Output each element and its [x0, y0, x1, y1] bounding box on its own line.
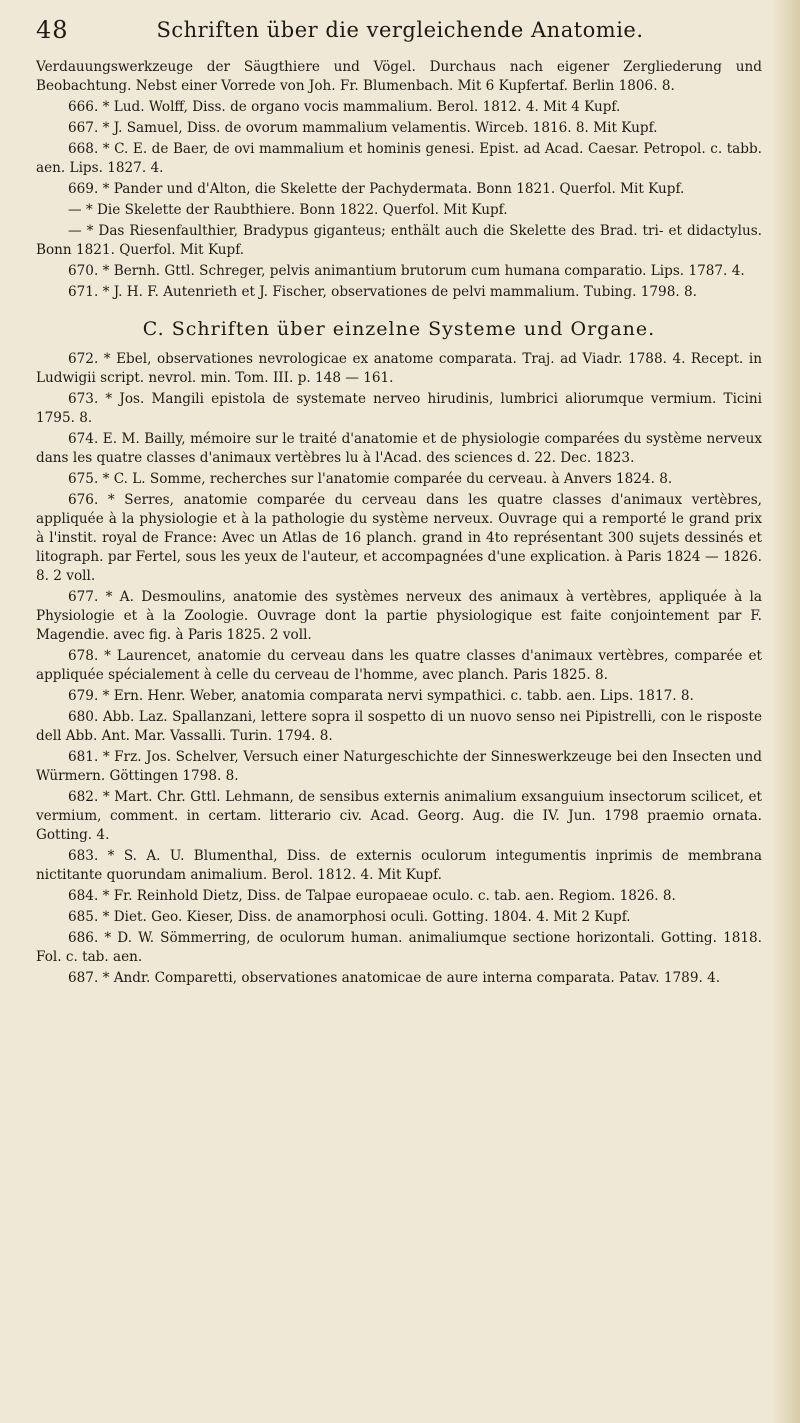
entry-676: 676. * Serres, anatomie comparée du cerveau dans les quatre classes d'animaux vertèbres, appliquée à la physiologie et à la pathologie du système nerveux. Ouvrage qui a remporté le grand prix à l'instit. royal de France: Avec un Atlas de 16 planch. grand in 4to représentant 300 sujets dessinés et litograph. par Fertel, sous les yeux de l'auteur, et accompagnées d'une explication. à Paris 1824 — 1826. 8. 2 voll.	[36, 492, 762, 584]
entry-675: 675. * C. L. Somme, recherches sur l'anatomie comparée du cerveau. à Anvers 1824. 8.	[68, 471, 673, 487]
entry-685: 685. * Diet. Geo. Kieser, Diss. de anamorphosi oculi. Gotting. 1804. 4. Mit 2 Kupf.	[68, 909, 631, 925]
entry-680: 680. Abb. Laz. Spallanzani, lettere sopra il sospetto di un nuovo senso nei Pipistrelli, con le risposte dell Abb. Ant. Mar. Vassalli. Turin. 1794. 8.	[36, 709, 762, 744]
entry-673: 673. * Jos. Mangili epistola de systemate nerveo hirudinis, lumbrici aliorumque vermium. Ticini 1795. 8.	[36, 391, 762, 426]
entry-687: 687. * Andr. Comparetti, observationes anatomicae de aure interna comparata. Patav. 1789. 4.	[68, 970, 721, 986]
page-edge-shadow	[770, 0, 800, 1423]
entry-672: 672. * Ebel, observationes nevrologicae ex anatome comparata. Traj. ad Viadr. 1788. 4. Recept. in Ludwigii script. nevrol. min. Tom. III. p. 148 — 161.	[36, 351, 762, 386]
entry-667: 667. * J. Samuel, Diss. de ovorum mammalium velamentis. Wirceb. 1816. 8. Mit Kupf.	[68, 120, 658, 136]
entry-677: 677. * A. Desmoulins, anatomie des systèmes nerveux des animaux à vertèbres, appliquée à la Physiologie et à la Zoologie. Ouvrage dont la partie physiologique est faite conjointement par F. Magendie. avec fig. à Paris 1825. 2 voll.	[36, 589, 762, 643]
entry-669: 669. * Pander und d'Alton, die Skelette der Pachydermata. Bonn 1821. Querfol. Mit Kupf.	[68, 181, 685, 197]
page-header	[36, 12, 764, 52]
entry-669-b: — * Die Skelette der Raubthiere. Bonn 1822. Querfol. Mit Kupf.	[68, 202, 508, 218]
entry-684: 684. * Fr. Reinhold Dietz, Diss. de Talpae europaeae oculo. c. tab. aen. Regiom. 1826. 8.	[68, 888, 676, 904]
page-text	[36, 58, 762, 988]
entry-682: 682. * Mart. Chr. Gttl. Lehmann, de sensibus externis animalium exsanguium insectorum scilicet, et vermium, comment. in certam. litterario civ. Acad. Georg. Aug. die IV. Jun. 1798 praemio ornata. Gotting. 4.	[36, 789, 762, 843]
entry-670: 670. * Bernh. Gttl. Schreger, pelvis animantium brutorum cum humana comparatio. Lips. 1787. 4.	[68, 263, 745, 279]
section-heading: C. Schriften über einzelne Systeme und Organe.	[142, 318, 656, 340]
page-number: 48	[36, 16, 69, 44]
entry-678: 678. * Laurencet, anatomie du cerveau dans les quatre classes d'animaux vertèbres, comparée et appliquée spécialement à celle du cerveau de l'homme, avec planch. Paris 1825. 8.	[36, 648, 762, 683]
entry-continued: Verdauungswerkzeuge der Säugthiere und Vögel. Durchaus nach eigener Zergliederung und Beobachtung. Nebst einer Vorrede von Joh. Fr. Blumenbach. Mit 6 Kupfertaf. Berlin 1806. 8.	[36, 59, 762, 94]
entry-674: 674. E. M. Bailly, mémoire sur le traité d'anatomie et de physiologie comparées du système nerveux dans les quatre classes d'animaux vertèbres lu à l'Acad. des sciences d. 22. Dec. 1823.	[36, 431, 762, 466]
running-title: Schriften über die vergleichende Anatomie.	[156, 18, 644, 42]
entry-668: 668. * C. E. de Baer, de ovi mammalium et hominis genesi. Epist. ad Acad. Caesar. Petropol. c. tabb. aen. Lips. 1827. 4.	[36, 141, 762, 176]
entry-669-c: — * Das Riesenfaulthier, Bradypus giganteus; enthält auch die Skelette des Brad. tri- et didactylus. Bonn 1821. Querfol. Mit Kupf.	[36, 223, 762, 258]
entry-666: 666. * Lud. Wolff, Diss. de organo vocis mammalium. Berol. 1812. 4. Mit 4 Kupf.	[68, 99, 621, 115]
entry-683: 683. * S. A. U. Blumenthal, Diss. de externis oculorum integumentis inprimis de membrana nictitante quorundam animalium. Berol. 1812. 4. Mit Kupf.	[36, 848, 762, 883]
entry-679: 679. * Ern. Henr. Weber, anatomia comparata nervi sympathici. c. tabb. aen. Lips. 1817. 8.	[68, 688, 694, 704]
entry-681: 681. * Frz. Jos. Schelver, Versuch einer Naturgeschichte der Sinneswerkzeuge bei den Insecten und Würmern. Göttingen 1798. 8.	[36, 749, 762, 784]
entry-686: 686. * D. W. Sömmerring, de oculorum human. animaliumque sectione horizontali. Gotting. 1818. Fol. c. tab. aen.	[36, 930, 762, 965]
entry-671: 671. * J. H. F. Autenrieth et J. Fischer, observationes de pelvi mammalium. Tubing. 1798. 8.	[68, 284, 697, 300]
